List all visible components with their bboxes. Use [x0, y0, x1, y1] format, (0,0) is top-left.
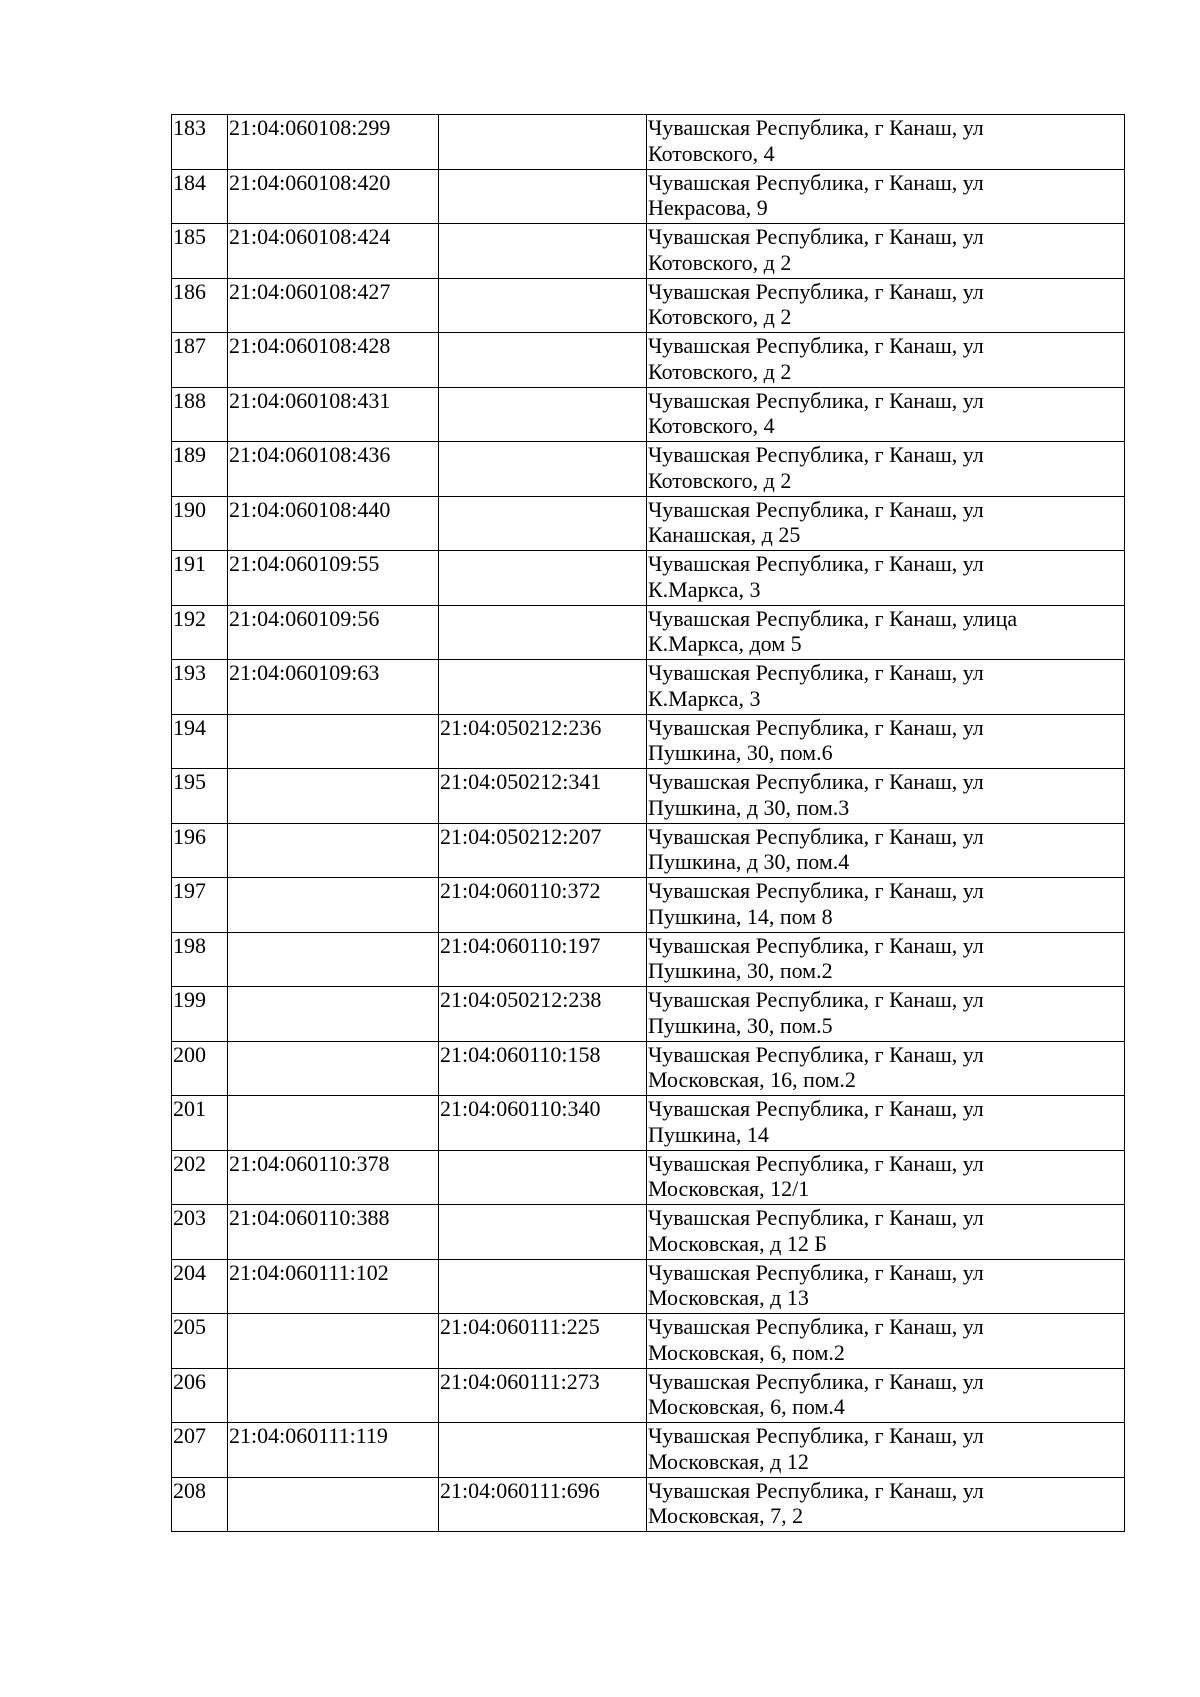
- premises-cadastral-number-cell: 21:04:060111:273: [439, 1368, 647, 1423]
- table-row: [172, 932, 1125, 987]
- land-cadastral-number-cell: 21:04:060110:378: [228, 1150, 439, 1205]
- row-number-cell: 194: [172, 714, 228, 769]
- premises-cadastral-number-cell: [439, 496, 647, 551]
- address-line-2: К.Маркса, 3: [648, 685, 761, 711]
- address-line-2: Котовского, д 2: [648, 467, 792, 493]
- address-line-1: Чувашская Республика, г Канаш, ул: [648, 987, 984, 1012]
- land-cadastral-number-cell: [228, 878, 439, 933]
- address-line-1: Чувашская Республика, г Канаш, ул: [648, 1477, 984, 1503]
- land-cadastral-number-cell: 21:04:060109:63: [228, 660, 439, 715]
- row-number-cell: 190: [172, 496, 228, 551]
- address-line-2: Московская, 6, пом.4: [648, 1394, 845, 1419]
- land-cadastral-number-cell: 21:04:060108:428: [228, 333, 439, 388]
- address-line-1: Чувашская Республика, г Канаш, ул: [648, 714, 984, 740]
- address-line-2: Пушкина, 30, пом.2: [648, 958, 833, 983]
- land-cadastral-number-cell: [228, 823, 439, 878]
- address-cell: [647, 823, 1125, 878]
- row-number-cell: 196: [172, 823, 228, 878]
- premises-cadastral-number-cell: 21:04:060111:696: [439, 1477, 647, 1532]
- land-cadastral-number-cell: 21:04:060108:424: [228, 224, 439, 279]
- address-line-2: Канашская, д 25: [648, 522, 801, 547]
- row-number-cell: 197: [172, 878, 228, 933]
- address-cell: [647, 551, 1125, 606]
- row-number-cell: 183: [172, 115, 228, 170]
- address-line-2: Котовского, д 2: [648, 249, 792, 275]
- address-line-2: К.Маркса, 3: [648, 576, 761, 602]
- address-line-2: Московская, д 13: [648, 1285, 809, 1310]
- address-line-2: Пушкина, 30, пом.6: [648, 740, 833, 765]
- table-row: [172, 1041, 1125, 1096]
- address-line-2: Некрасова, 9: [648, 195, 768, 220]
- row-number-cell: 207: [172, 1423, 228, 1478]
- row-number-cell: 204: [172, 1259, 228, 1314]
- address-cell: [647, 1314, 1125, 1369]
- table-row: [172, 1477, 1125, 1532]
- row-number-cell: 203: [172, 1205, 228, 1260]
- address-cell: [647, 333, 1125, 388]
- land-cadastral-number-cell: 21:04:060108:436: [228, 442, 439, 497]
- address-line-1: Чувашская Республика, г Канаш, ул: [648, 387, 984, 413]
- land-cadastral-number-cell: [228, 769, 439, 824]
- table-row: [172, 1205, 1125, 1260]
- premises-cadastral-number-cell: [439, 1423, 647, 1478]
- address-cell: [647, 1096, 1125, 1151]
- premises-cadastral-number-cell: 21:04:060111:225: [439, 1314, 647, 1369]
- premises-cadastral-number-cell: [439, 551, 647, 606]
- address-cell: [647, 932, 1125, 987]
- address-line-1: Чувашская Республика, г Канаш, ул: [648, 769, 984, 794]
- address-line-2: Пушкина, 14: [648, 1121, 769, 1147]
- premises-cadastral-number-cell: [439, 387, 647, 442]
- address-line-1: Чувашская Республика, г Канаш, ул: [648, 1368, 984, 1394]
- address-line-1: Чувашская Республика, г Канаш, ул: [648, 1096, 984, 1121]
- address-line-2: Котовского, 4: [648, 140, 775, 166]
- address-cell: [647, 387, 1125, 442]
- row-number-cell: 200: [172, 1041, 228, 1096]
- row-number-cell: 186: [172, 278, 228, 333]
- land-cadastral-number-cell: 21:04:060111:102: [228, 1259, 439, 1314]
- address-cell: [647, 169, 1125, 224]
- address-line-1: Чувашская Республика, г Канаш, ул: [648, 932, 984, 958]
- address-line-2: Котовского, д 2: [648, 358, 792, 384]
- land-cadastral-number-cell: [228, 987, 439, 1042]
- address-line-1: Чувашская Республика, г Канаш, ул: [648, 660, 984, 685]
- table-row: [172, 823, 1125, 878]
- premises-cadastral-number-cell: 21:04:050212:238: [439, 987, 647, 1042]
- address-line-1: Чувашская Республика, г Канаш, ул: [648, 1205, 984, 1230]
- premises-cadastral-number-cell: 21:04:050212:236: [439, 714, 647, 769]
- address-cell: [647, 769, 1125, 824]
- address-cell: [647, 278, 1125, 333]
- address-line-2: Московская, 7, 2: [648, 1503, 804, 1528]
- table-body: [172, 115, 1125, 1532]
- address-cell: [647, 1041, 1125, 1096]
- address-line-2: Котовского, д 2: [648, 304, 792, 329]
- land-cadastral-number-cell: 21:04:060111:119: [228, 1423, 439, 1478]
- address-cell: [647, 605, 1125, 660]
- table-row: [172, 1259, 1125, 1314]
- premises-cadastral-number-cell: [439, 224, 647, 279]
- address-cell: [647, 1368, 1125, 1423]
- land-cadastral-number-cell: 21:04:060108:427: [228, 278, 439, 333]
- premises-cadastral-number-cell: 21:04:060110:158: [439, 1041, 647, 1096]
- table-row: [172, 878, 1125, 933]
- row-number-cell: 184: [172, 169, 228, 224]
- address-line-2: Московская, д 12: [648, 1448, 809, 1474]
- table-row: [172, 1150, 1125, 1205]
- land-cadastral-number-cell: 21:04:060108:440: [228, 496, 439, 551]
- table-row: [172, 551, 1125, 606]
- row-number-cell: 191: [172, 551, 228, 606]
- land-cadastral-number-cell: 21:04:060108:299: [228, 115, 439, 170]
- table-row: [172, 387, 1125, 442]
- address-line-2: Пушкина, 14, пом 8: [648, 903, 833, 929]
- row-number-cell: 201: [172, 1096, 228, 1151]
- address-line-2: Московская, 6, пом.2: [648, 1339, 845, 1365]
- address-line-1: Чувашская Республика, г Канаш, ул: [648, 1150, 984, 1176]
- premises-cadastral-number-cell: 21:04:050212:341: [439, 769, 647, 824]
- row-number-cell: 206: [172, 1368, 228, 1423]
- address-line-1: Чувашская Республика, г Канаш, ул: [648, 169, 984, 195]
- land-cadastral-number-cell: [228, 1314, 439, 1369]
- row-number-cell: 202: [172, 1150, 228, 1205]
- table-row: [172, 224, 1125, 279]
- address-line-2: К.Маркса, дом 5: [648, 631, 802, 656]
- premises-cadastral-number-cell: [439, 278, 647, 333]
- land-cadastral-number-cell: 21:04:060108:431: [228, 387, 439, 442]
- row-number-cell: 199: [172, 987, 228, 1042]
- address-cell: [647, 442, 1125, 497]
- address-line-1: Чувашская Республика, г Канаш, ул: [648, 823, 984, 849]
- row-number-cell: 205: [172, 1314, 228, 1369]
- table-row: [172, 1096, 1125, 1151]
- address-line-1: Чувашская Республика, г Канаш, ул: [648, 333, 984, 358]
- premises-cadastral-number-cell: [439, 660, 647, 715]
- address-cell: [647, 1150, 1125, 1205]
- premises-cadastral-number-cell: 21:04:060110:197: [439, 932, 647, 987]
- table-row: [172, 169, 1125, 224]
- land-cadastral-number-cell: [228, 1041, 439, 1096]
- address-line-1: Чувашская Республика, г Канаш, ул: [648, 115, 984, 140]
- premises-cadastral-number-cell: 21:04:060110:340: [439, 1096, 647, 1151]
- address-line-2: Пушкина, д 30, пом.4: [648, 849, 850, 874]
- address-cell: [647, 1205, 1125, 1260]
- address-line-2: Пушкина, 30, пом.5: [648, 1012, 833, 1038]
- land-cadastral-number-cell: [228, 1368, 439, 1423]
- premises-cadastral-number-cell: [439, 1205, 647, 1260]
- row-number-cell: 189: [172, 442, 228, 497]
- premises-cadastral-number-cell: [439, 333, 647, 388]
- address-line-2: Пушкина, д 30, пом.3: [648, 794, 850, 820]
- land-cadastral-number-cell: 21:04:060110:388: [228, 1205, 439, 1260]
- land-cadastral-number-cell: 21:04:060109:56: [228, 605, 439, 660]
- row-number-cell: 187: [172, 333, 228, 388]
- address-line-1: Чувашская Республика, г Канаш, улица: [648, 605, 1018, 631]
- address-cell: [647, 660, 1125, 715]
- table-row: [172, 333, 1125, 388]
- premises-cadastral-number-cell: 21:04:050212:207: [439, 823, 647, 878]
- address-line-2: Котовского, 4: [648, 413, 775, 438]
- table-row: [172, 496, 1125, 551]
- table-row: [172, 660, 1125, 715]
- address-line-1: Чувашская Республика, г Канаш, ул: [648, 442, 984, 467]
- row-number-cell: 188: [172, 387, 228, 442]
- premises-cadastral-number-cell: [439, 1259, 647, 1314]
- address-cell: [647, 496, 1125, 551]
- table-row: [172, 278, 1125, 333]
- row-number-cell: 195: [172, 769, 228, 824]
- address-line-1: Чувашская Республика, г Канаш, ул: [648, 496, 984, 522]
- address-line-1: Чувашская Республика, г Канаш, ул: [648, 878, 984, 903]
- table-row: [172, 1423, 1125, 1478]
- premises-cadastral-number-cell: [439, 605, 647, 660]
- premises-cadastral-number-cell: [439, 442, 647, 497]
- address-cell: [647, 714, 1125, 769]
- land-cadastral-number-cell: [228, 1096, 439, 1151]
- premises-cadastral-number-cell: [439, 1150, 647, 1205]
- address-cell: [647, 987, 1125, 1042]
- table-row: [172, 1368, 1125, 1423]
- address-line-2: Московская, 16, пом.2: [648, 1067, 856, 1092]
- address-cell: [647, 115, 1125, 170]
- premises-cadastral-number-cell: [439, 169, 647, 224]
- row-number-cell: 208: [172, 1477, 228, 1532]
- table-row: [172, 987, 1125, 1042]
- address-line-1: Чувашская Республика, г Канаш, ул: [648, 278, 984, 304]
- address-cell: [647, 1477, 1125, 1532]
- address-cell: [647, 878, 1125, 933]
- table-row: [172, 769, 1125, 824]
- premises-cadastral-number-cell: [439, 115, 647, 170]
- address-line-1: Чувашская Республика, г Канаш, ул: [648, 1041, 984, 1067]
- table-row: [172, 605, 1125, 660]
- address-cell: [647, 1259, 1125, 1314]
- address-line-1: Чувашская Республика, г Канаш, ул: [648, 1259, 984, 1285]
- land-cadastral-number-cell: [228, 932, 439, 987]
- address-line-2: Московская, д 12 Б: [648, 1230, 827, 1256]
- address-line-1: Чувашская Республика, г Канаш, ул: [648, 224, 984, 249]
- row-number-cell: 185: [172, 224, 228, 279]
- property-registry-table: [171, 114, 1125, 1532]
- land-cadastral-number-cell: 21:04:060109:55: [228, 551, 439, 606]
- address-line-1: Чувашская Республика, г Канаш, ул: [648, 1423, 984, 1448]
- table-row: [172, 115, 1125, 170]
- address-cell: [647, 224, 1125, 279]
- row-number-cell: 192: [172, 605, 228, 660]
- table-row: [172, 714, 1125, 769]
- address-line-1: Чувашская Республика, г Канаш, ул: [648, 551, 984, 576]
- address-cell: [647, 1423, 1125, 1478]
- land-cadastral-number-cell: 21:04:060108:420: [228, 169, 439, 224]
- address-line-2: Московская, 12/1: [648, 1176, 810, 1201]
- land-cadastral-number-cell: [228, 714, 439, 769]
- table-row: [172, 442, 1125, 497]
- premises-cadastral-number-cell: 21:04:060110:372: [439, 878, 647, 933]
- row-number-cell: 198: [172, 932, 228, 987]
- land-cadastral-number-cell: [228, 1477, 439, 1532]
- address-line-1: Чувашская Республика, г Канаш, ул: [648, 1314, 984, 1339]
- table-row: [172, 1314, 1125, 1369]
- row-number-cell: 193: [172, 660, 228, 715]
